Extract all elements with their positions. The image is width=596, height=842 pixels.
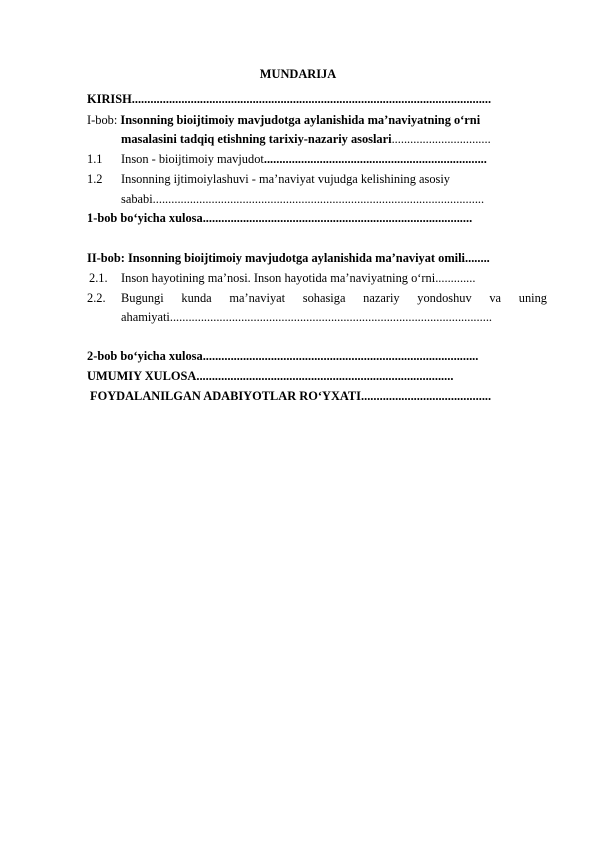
toc-entry-label: UMUMIY XULOSA — [87, 369, 197, 383]
toc-chapter-title: II-bob: Insonning bioijtimoiy mavjudotga aylanishida ma’naviyat omili — [87, 251, 465, 265]
toc-section-number: 1.1 — [87, 152, 103, 166]
toc-dot-leader: .......................................... — [361, 389, 492, 403]
toc-section-word: uning — [518, 291, 547, 305]
toc-entry-general-summary — [87, 368, 548, 384]
toc-chapter-title: Insonning bioijtimoiy mavjudotga aylanishida ma’naviyatning o‘rni — [120, 113, 481, 127]
toc-section-title: Inson - bioijtimoiy mavjudot — [121, 152, 264, 166]
toc-section-title: Insonning ijtimoiylashuvi - ma’naviyat vujudga kelishining asosiy — [121, 172, 451, 186]
toc-section-title-cont: ahamiyati — [121, 310, 170, 324]
toc-entry-label: 1-bob bo‘yicha xulosa — [87, 211, 203, 225]
toc-dot-leader: ....................................................................................... — [202, 211, 473, 225]
toc-dot-leader: ................................ — [391, 132, 491, 146]
toc-entry-section-2-1 — [121, 270, 541, 286]
toc-dot-leader: ................................................................................... — [196, 369, 454, 383]
toc-dot-leader: ............. — [435, 271, 476, 285]
toc-entry-section-1-2 — [121, 171, 547, 187]
toc-entry-label: FOYDALANILGAN ADABIYOTLAR RO‘YXATI — [90, 389, 362, 403]
toc-section-word: nazariy — [363, 291, 400, 305]
toc-entry-chapter-2-summary — [87, 348, 548, 364]
toc-section-number: 2.2. — [87, 291, 106, 305]
toc-section-title-cont: sababi — [121, 192, 153, 206]
toc-entry-section-1-1 — [121, 151, 547, 167]
toc-section-word: va — [489, 291, 502, 305]
toc-entry-section-1-2-cont — [121, 191, 541, 207]
toc-entry-chapter-1 — [87, 112, 547, 128]
toc-section-word: kunda — [181, 291, 212, 305]
toc-section-title: Inson hayotining ma’nosi. Inson hayotida ma’naviyatning o‘rni — [121, 271, 436, 285]
toc-dot-leader: ......................................................................................... — [202, 349, 479, 363]
toc-entry-label: KIRISH — [87, 92, 132, 106]
toc-section-word: yondoshuv — [417, 291, 472, 305]
toc-entry-section-2-2-cont — [121, 309, 543, 325]
toc-dot-leader: ........................................................................ — [263, 152, 487, 166]
toc-section-word: Bugungi — [121, 291, 164, 305]
toc-entry-kirish — [87, 91, 547, 107]
toc-section-word: sohasiga — [302, 291, 346, 305]
toc-dot-leader: ........................................................................................................... — [152, 192, 485, 206]
toc-entry-chapter-1-summary — [87, 210, 539, 226]
toc-section-word: ma’naviyat — [229, 291, 286, 305]
toc-dot-leader: .................................................................................................................... — [131, 92, 492, 106]
page-title: MUNDARIJA — [259, 67, 337, 81]
toc-dot-leader: ........ — [465, 251, 490, 265]
toc-entry-section-2-2 — [121, 290, 547, 306]
toc-section-number: 1.2 — [87, 172, 103, 186]
toc-section-number: 2.1. — [89, 271, 108, 285]
toc-chapter-title-cont: masalasini tadqiq etishning tarixiy-nazariy asoslari — [121, 132, 392, 146]
toc-dot-leader: ........................................................................................................ — [169, 310, 493, 324]
toc-entry-references — [90, 388, 548, 404]
toc-entry-label: 2-bob bo‘yicha xulosa — [87, 349, 203, 363]
toc-entry-chapter-1-cont — [121, 131, 547, 147]
toc-entry-chapter-2 — [87, 250, 548, 266]
toc-chapter-prefix: I-bob: — [87, 113, 118, 127]
